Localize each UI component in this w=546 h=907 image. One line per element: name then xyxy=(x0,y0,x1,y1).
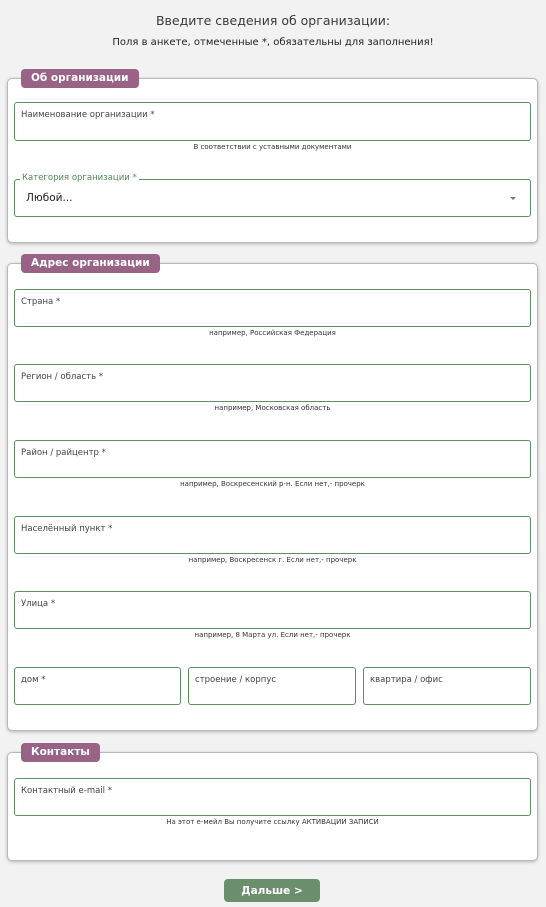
org-category-value: Любой... xyxy=(26,192,73,204)
district-field[interactable] xyxy=(14,440,531,478)
district-hint: например, Воскресенский р-н. Если нет,- прочерк xyxy=(180,480,365,488)
next-button[interactable]: Дальше > xyxy=(224,879,320,902)
org-name-label: Наименование организации * xyxy=(21,110,155,120)
org-info-panel xyxy=(7,72,538,243)
locality-hint: например, Воскресенск г. Если нет,- прочерк xyxy=(188,556,357,564)
page-title: Введите сведения об организации: xyxy=(155,13,391,28)
street-field[interactable] xyxy=(14,591,531,629)
org-name-field[interactable] xyxy=(14,102,531,141)
contacts-legend: Контакты xyxy=(21,743,100,762)
email-label: Контактный e-mail * xyxy=(21,786,112,796)
email-hint: На этот е-мейл Вы получите ссылку АКТИВАЦИИ ЗАПИСИ xyxy=(166,818,379,826)
org-info-legend: Об организации xyxy=(21,69,139,88)
page-subtitle: Поля в анкете, отмеченные *, обязательны для заполнения! xyxy=(112,37,434,48)
street-label: Улица * xyxy=(21,599,56,609)
email-field[interactable] xyxy=(14,778,531,816)
region-hint: например, Московская область xyxy=(214,404,331,412)
country-hint: например, Российская Федерация xyxy=(209,329,336,337)
district-label: Район / райцентр * xyxy=(21,448,106,458)
address-panel xyxy=(7,257,538,731)
contacts-panel xyxy=(7,746,538,861)
street-hint: например, 8 Марта ул. Если нет,- прочерк xyxy=(194,631,351,639)
building-label: строение / корпус xyxy=(195,675,277,685)
apartment-label: квартира / офис xyxy=(370,675,443,685)
region-label: Регион / область * xyxy=(21,372,104,382)
building-field[interactable] xyxy=(188,667,356,705)
apartment-field[interactable] xyxy=(363,667,531,705)
house-label: дом * xyxy=(21,675,46,685)
address-legend: Адрес организации xyxy=(21,254,160,273)
org-category-select[interactable] xyxy=(14,173,531,217)
house-field[interactable] xyxy=(14,667,181,705)
locality-field[interactable] xyxy=(14,516,531,554)
locality-label: Населённый пункт * xyxy=(21,524,113,534)
org-name-hint: В соответствии с уставными документами xyxy=(193,143,352,151)
chevron-down-icon xyxy=(510,197,516,200)
region-field[interactable] xyxy=(14,364,531,402)
country-label: Страна * xyxy=(21,297,61,307)
org-category-label: Категория организации * xyxy=(22,173,137,183)
country-field[interactable] xyxy=(14,289,531,327)
